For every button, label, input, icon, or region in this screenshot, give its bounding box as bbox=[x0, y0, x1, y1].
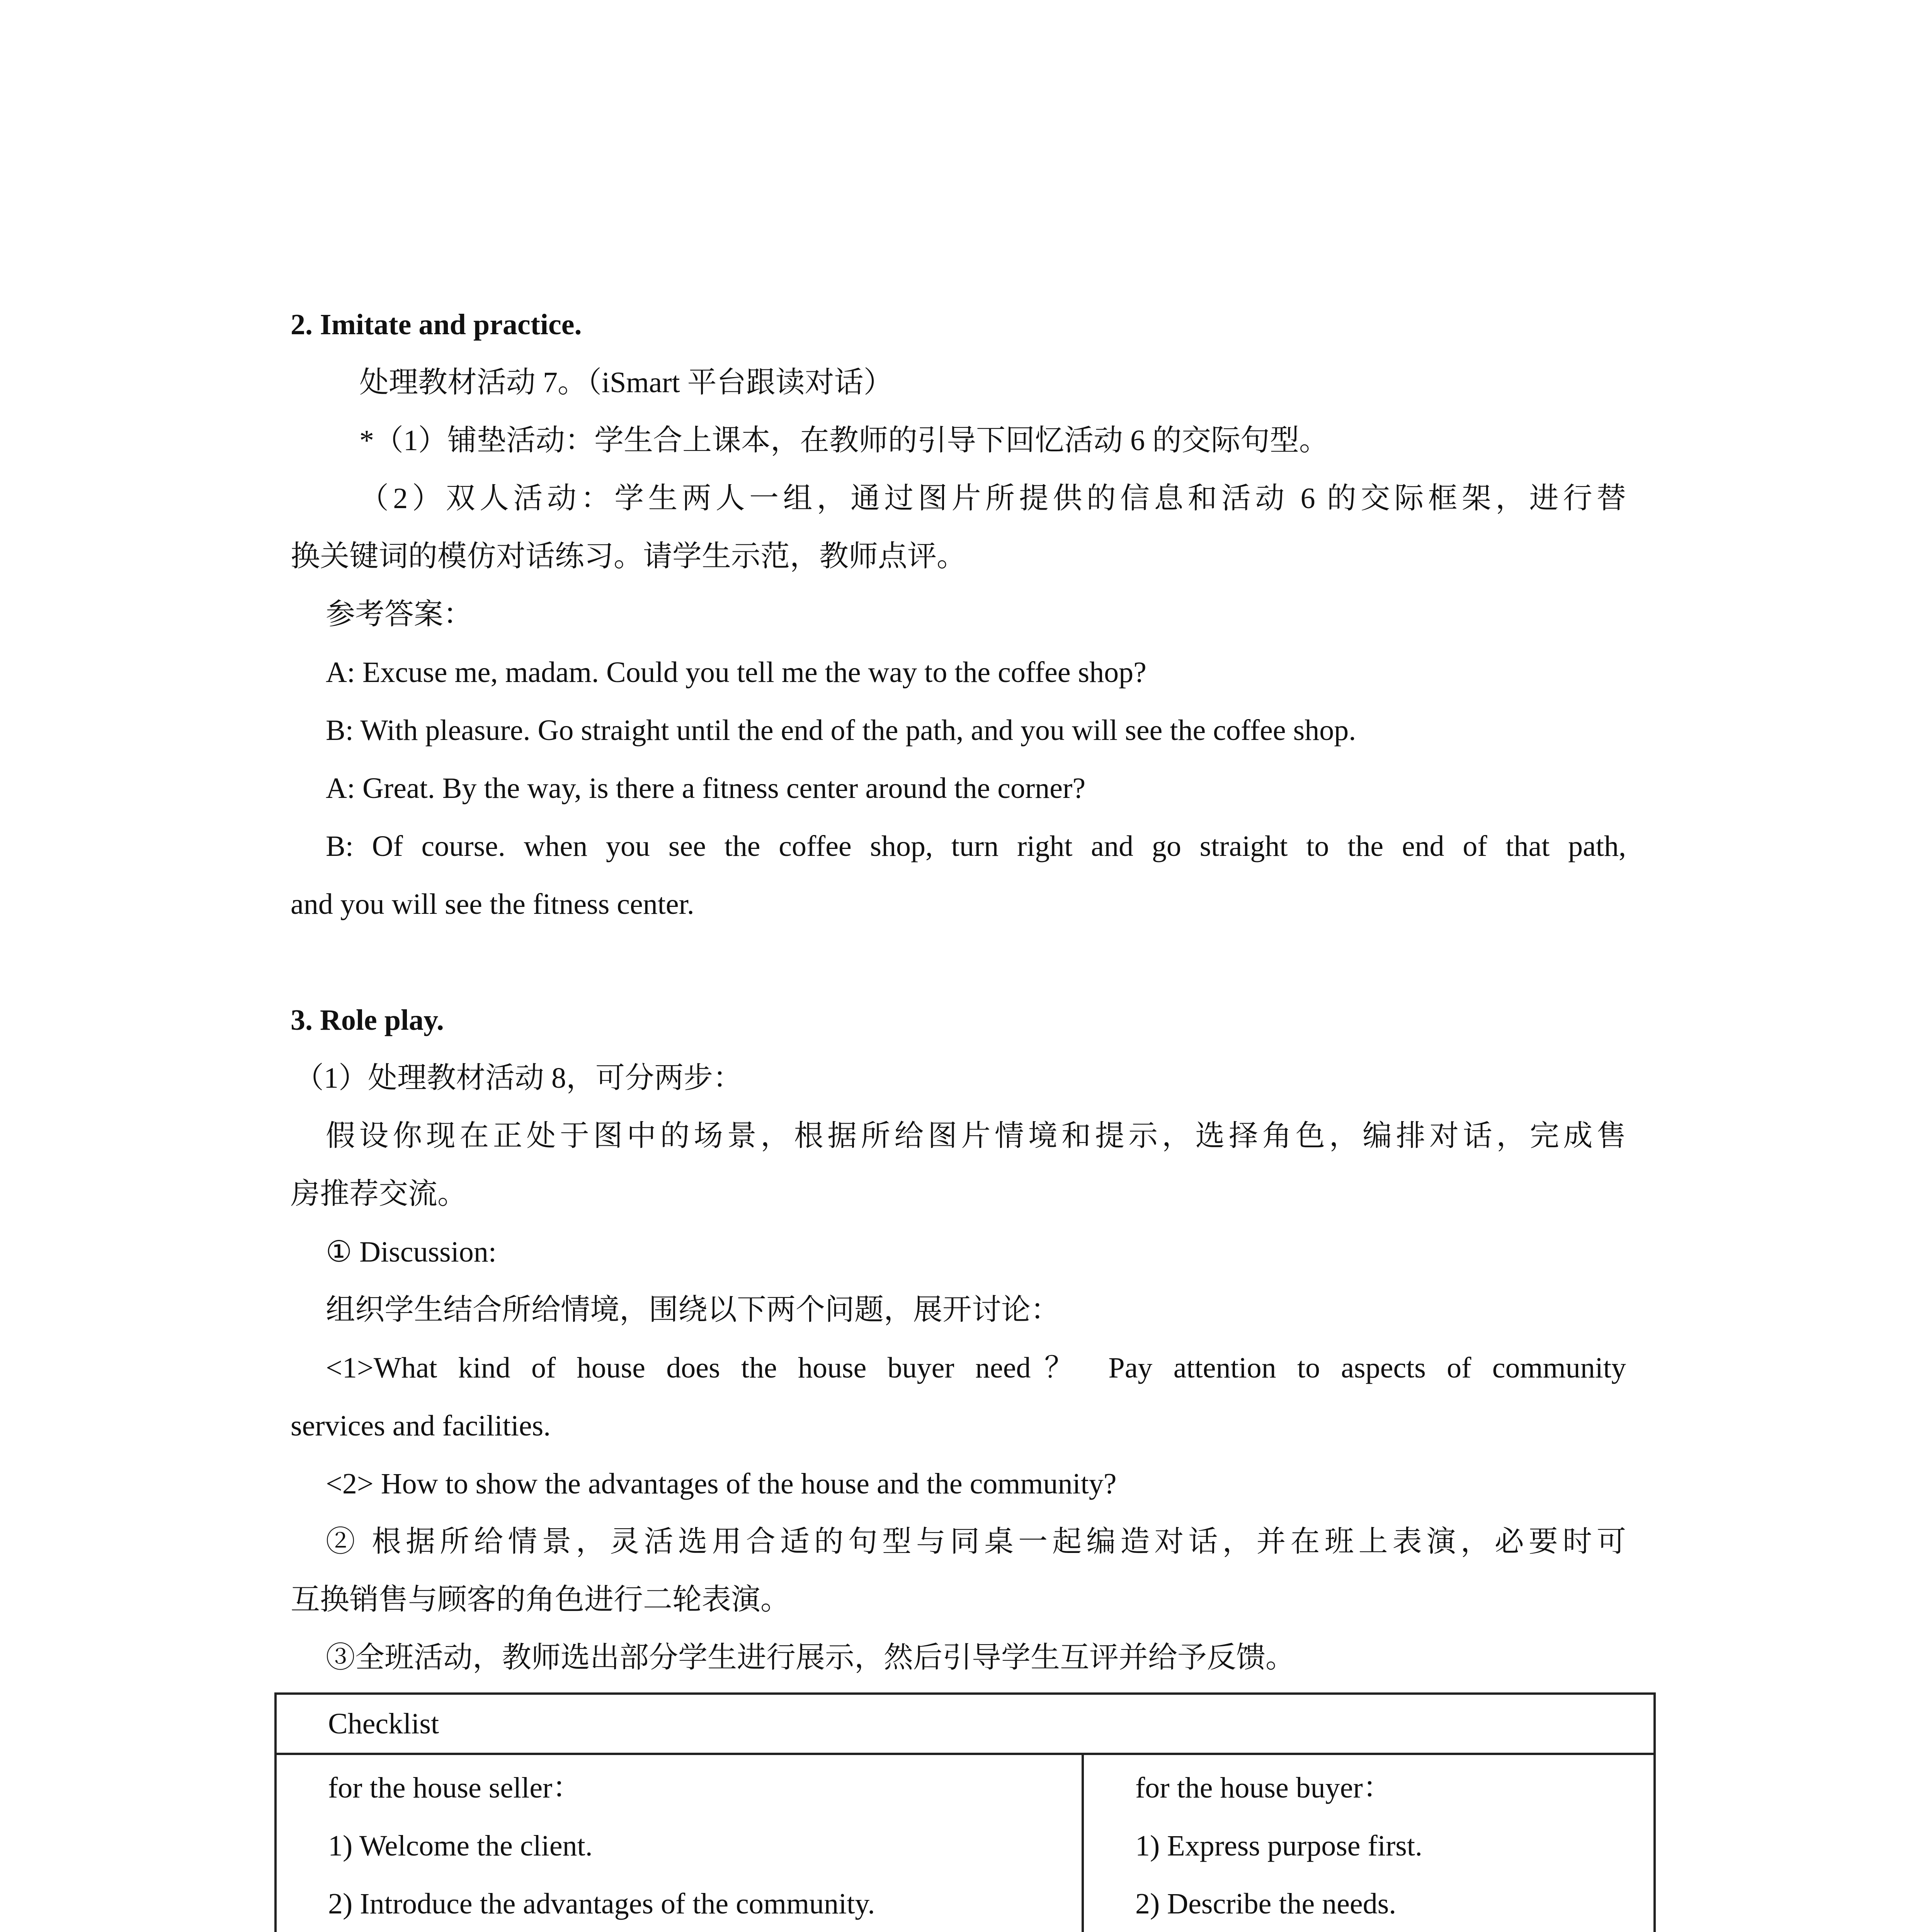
instruction-line: ① Discussion: bbox=[326, 1236, 497, 1268]
answer-label: 参考答案： bbox=[326, 598, 473, 631]
seller-item: for the house seller： bbox=[328, 1772, 582, 1804]
question-line: services and facilities. bbox=[291, 1410, 551, 1442]
seller-item: 2) Introduce the advantages of the community. bbox=[328, 1888, 875, 1920]
instruction-line: （1）处理教材活动 8，可分两步： bbox=[294, 1062, 742, 1094]
instruction-line: ② 根据所给情景，灵活选用合适的句型与同桌一起编造对话，并在班上表演，必要时可 bbox=[326, 1526, 1626, 1558]
checklist-table bbox=[274, 1692, 1656, 1932]
section-heading-role-play: 3. Role play. bbox=[291, 1004, 444, 1036]
question-line: <2> How to show the advantages of the house and the community? bbox=[326, 1468, 1117, 1500]
checklist-title: Checklist bbox=[276, 1694, 1655, 1754]
buyer-item: 1) Express purpose first. bbox=[1135, 1830, 1422, 1862]
dialogue-line: B: With pleasure. Go straight until the end of the path, and you will see the coffee shop. bbox=[326, 714, 1356, 747]
instruction-line: 假设你现在正处于图中的场景，根据所给图片情境和提示，选择角色，编排对话，完成售 bbox=[326, 1120, 1626, 1152]
seller-item: 1) Welcome the client. bbox=[328, 1830, 593, 1862]
buyer-column bbox=[1083, 1754, 1655, 1932]
seller-column bbox=[276, 1754, 1083, 1932]
buyer-item: for the house buyer： bbox=[1135, 1772, 1392, 1804]
instruction-line: ③全班活动，教师选出部分学生进行展示，然后引导学生互评并给予反馈。 bbox=[326, 1641, 1295, 1674]
buyer-item: 2) Describe the needs. bbox=[1135, 1888, 1397, 1920]
section-heading-imitate: 2. Imitate and practice. bbox=[291, 308, 582, 341]
checklist-header-row bbox=[276, 1694, 1655, 1754]
instruction-line: 互换销售与顾客的角色进行二轮表演。 bbox=[291, 1583, 790, 1616]
dialogue-line: B: Of course. when you see the coffee shop, turn right and go straight to the end of that path, bbox=[326, 830, 1626, 862]
dialogue-line: and you will see the fitness center. bbox=[291, 888, 694, 920]
dialogue-line: A: Excuse me, madam. Could you tell me the way to the coffee shop? bbox=[326, 656, 1146, 689]
instruction-line: （2）双人活动：学生两人一组，通过图片所提供的信息和活动 6 的交际框架，进行替 bbox=[359, 482, 1626, 515]
question-line: <1>What kind of house does the house buyer need？ Pay attention to aspects of community bbox=[326, 1352, 1626, 1384]
instruction-line: 换关键词的模仿对话练习。请学生示范，教师点评。 bbox=[291, 540, 966, 573]
checklist-body-row bbox=[276, 1754, 1655, 1932]
instruction-line: 组织学生结合所给情境，围绕以下两个问题，展开讨论： bbox=[326, 1294, 1060, 1326]
instruction-line: 房推荐交流。 bbox=[291, 1178, 467, 1210]
instruction-line: *（1）铺垫活动：学生合上课本，在教师的引导下回忆活动 6 的交际句型。 bbox=[359, 424, 1328, 457]
instruction-line: 处理教材活动 7。（iSmart 平台跟读对话） bbox=[359, 366, 893, 399]
dialogue-line: A: Great. By the way, is there a fitness center around the corner? bbox=[326, 772, 1086, 804]
